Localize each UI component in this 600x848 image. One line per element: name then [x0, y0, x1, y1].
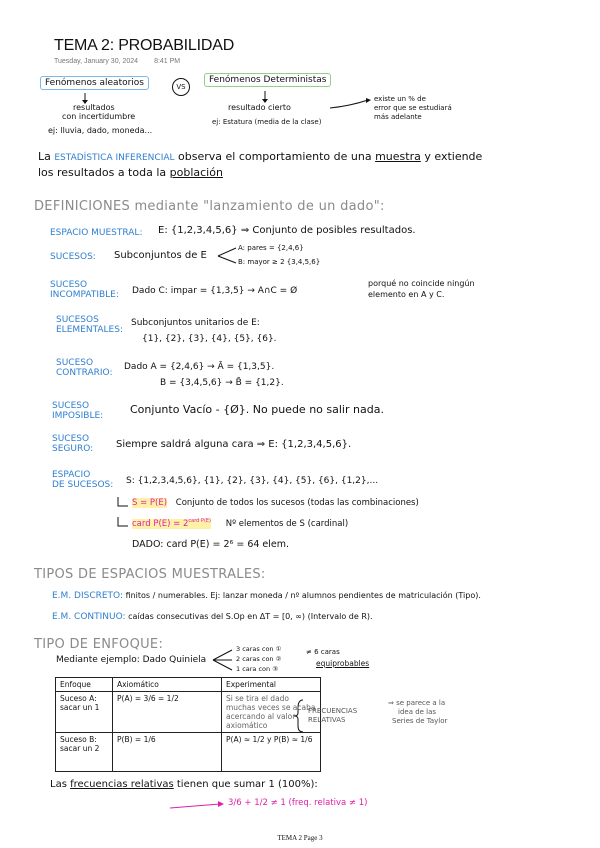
aleatorios-box: Fenómenos aleatorios — [40, 76, 149, 90]
contrario-text-1: Dado A = {2,4,6} → Ā = {1,3,5}. — [124, 362, 275, 372]
espacio-sucesos-label-1: ESPACIO — [52, 470, 91, 480]
card-formula-exp: card P(E) — [188, 518, 212, 524]
continuo-line — [52, 612, 373, 622]
quiniela-right-2: equiprobables — [316, 659, 370, 668]
elementales-label-1: SUCESOS — [56, 315, 99, 325]
sucesos-text: Subconjuntos de E — [114, 250, 207, 261]
statement-estadistica: ESTADÍSTICA INFERENCIAL — [54, 153, 175, 163]
elementales-text-2: {1}, {2}, {3}, {4}, {5}, {6}. — [142, 334, 277, 344]
discreto-label: E.M. DISCRETO: — [52, 591, 124, 601]
table-note-2: idea de las — [398, 708, 437, 716]
aleatorios-result: resultados — [73, 103, 115, 112]
espacio-sucesos-line-4: DADO: card P(E) = 2⁶ = 64 elem. — [132, 539, 290, 550]
side-note-3: más adelante — [374, 113, 422, 121]
incompatible-label-2: INCOMPATIBLE: — [50, 290, 119, 300]
closing-las: Las — [50, 779, 67, 790]
closing-line-1 — [50, 779, 318, 790]
page-time: 8:41 PM — [154, 58, 181, 65]
enfoque-heading: TIPO DE ENFOQUE: — [34, 637, 164, 652]
espacio-sucesos-line-2 — [132, 498, 419, 508]
discreto-text: finitos / numerables. Ej: lanzar moneda / nº alumnos pendientes de matriculación (Tipo). — [125, 591, 481, 600]
enfoque-intro: Mediante ejemplo: Dado Quiniela — [56, 655, 207, 665]
incompatible-text: Dado C: impar = {1,3,5} → A∩C = Ø — [132, 286, 298, 296]
imposible-text: Conjunto Vacío - {Ø}. No puede no salir nada. — [130, 403, 384, 416]
elementales-label-2: ELEMENTALES: — [56, 325, 123, 335]
s-definition: Conjunto de todos los sucesos (todas las combinaciones) — [175, 498, 419, 508]
continuo-label: E.M. CONTINUO: — [52, 612, 126, 622]
table-cell: P(A) ≈ 1/2 y P(B) ≈ 1/6 — [222, 733, 321, 772]
statement-line-1 — [38, 150, 482, 163]
espacio-muestral-label: ESPACIO MUESTRAL: — [50, 228, 143, 238]
table-header: Experimental — [222, 678, 321, 692]
card-definition: Nº elementos de S (cardinal) — [225, 518, 349, 529]
aleatorios-example: ej: lluvia, dado, moneda... — [48, 126, 153, 135]
deterministas-example: ej: Estatura (media de la clase) — [212, 118, 322, 126]
s-equals-pe: S = P(E) — [132, 498, 168, 508]
side-note-2: error que se estudiará — [374, 104, 452, 112]
card-formula — [132, 519, 211, 529]
table-note-1: ⇒ se parece a la — [388, 699, 446, 707]
incompatible-label-1: SUCESO — [50, 280, 88, 290]
table-cell: Suceso B: sacar un 2 — [56, 733, 113, 772]
statement-la: La — [38, 150, 51, 163]
side-note-1: existe un % de — [374, 95, 426, 103]
page-date: Tuesday, January 30, 2024 — [54, 58, 139, 65]
table-note-3: Series de Taylor — [392, 717, 448, 725]
card-formula-base: card P(E) = 2 — [132, 518, 189, 529]
espacio-sucesos-line-3 — [132, 518, 348, 529]
deterministas-box: Fenómenos Deterministas — [204, 73, 331, 87]
statement-line-2 — [38, 166, 223, 179]
continuo-text: caídas consecutivas del S.Op en ΔT = [0, ∞) (Intervalo de R). — [128, 612, 373, 621]
quiniela-b2: 2 caras con ② — [236, 655, 282, 663]
seguro-label-1: SUCESO — [52, 434, 90, 444]
table-cell: P(A) = 3/6 = 1/2 — [113, 692, 222, 733]
statement-observa: observa el comportamiento de una — [178, 150, 372, 163]
table-cell: Si se tira el dado muchas veces se acaba acercando al valor axiomático — [222, 692, 321, 733]
quiniela-b1: 3 caras con ① — [236, 645, 282, 653]
table-cell: P(B) = 1/6 — [113, 733, 222, 772]
espacio-sucesos-text: S: {1,2,3,4,5,6}, {1}, {2}, {3}, {4}, {5}, {6}, {1,2},... — [126, 476, 379, 486]
imposible-label-2: IMPOSIBLE: — [52, 411, 104, 421]
page-title: TEMA 2: PROBABILIDAD — [54, 37, 235, 54]
enfoque-table — [55, 677, 321, 772]
table-side-2: RELATIVAS — [308, 716, 346, 724]
tipos-heading: TIPOS DE ESPACIOS MUESTRALES: — [34, 567, 266, 582]
quiniela-b3: 1 cara con ③ — [236, 665, 279, 673]
statement-resultados: los resultados a toda la — [38, 166, 167, 179]
statement-muestra: muestra — [375, 150, 421, 163]
definitions-heading: DEFINICIONES mediante "lanzamiento de un dado": — [34, 199, 385, 214]
espacio-sucesos-label-2: DE SUCESOS: — [52, 480, 114, 490]
imposible-label-1: SUCESO — [52, 401, 90, 411]
table-header-row — [56, 678, 321, 692]
seguro-text: Siempre saldrá alguna cara ⇒ E: {1,2,3,4,5,6}. — [116, 439, 352, 450]
quiniela-right-1: ≠ 6 caras — [306, 648, 340, 656]
contrario-label-1: SUCESO — [56, 358, 94, 368]
page-footer: TEMA 2 Page 3 — [277, 834, 323, 842]
closing-suma: tienen que sumar 1 (100%): — [176, 779, 318, 790]
closing-line-2: 3/6 + 1/2 ≠ 1 (freq. relativa ≠ 1) — [228, 798, 368, 808]
vs-badge: VS — [172, 78, 190, 96]
sucesos-label: SUCESOS: — [50, 252, 96, 262]
contrario-text-2: B = {3,4,5,6} → B̄ = {1,2}. — [160, 378, 284, 388]
incompatible-note-2: elemento en A y C. — [368, 290, 445, 299]
deterministas-result: resultado cierto — [228, 103, 291, 112]
closing-frecuencias: frecuencias relativas — [70, 779, 174, 790]
seguro-label-2: SEGURO: — [52, 444, 94, 454]
elementales-text-1: Subconjuntos unitarios de E: — [131, 318, 260, 328]
table-header: Enfoque — [56, 678, 113, 692]
table-side-1: FRECUENCIAS — [308, 707, 358, 715]
sucesos-b: B: mayor ≥ 2 {3,4,5,6} — [238, 258, 321, 266]
table-cell: Suceso A: sacar un 1 — [56, 692, 113, 733]
discreto-line — [52, 591, 481, 601]
incompatible-note-1: porqué no coincide ningún — [368, 279, 475, 288]
statement-poblacion: población — [169, 166, 223, 179]
espacio-muestral-text: E: {1,2,3,4,5,6} ⇒ Conjunto de posibles resultados. — [158, 225, 416, 236]
table-row — [56, 692, 321, 733]
table-header: Axiomático — [113, 678, 222, 692]
contrario-label-2: CONTRARIO: — [56, 368, 113, 378]
table-row — [56, 733, 321, 772]
statement-extiende: y extiende — [424, 150, 483, 163]
aleatorios-result2: con incertidumbre — [62, 112, 136, 121]
sucesos-a: A: pares = {2,4,6} — [238, 244, 304, 252]
